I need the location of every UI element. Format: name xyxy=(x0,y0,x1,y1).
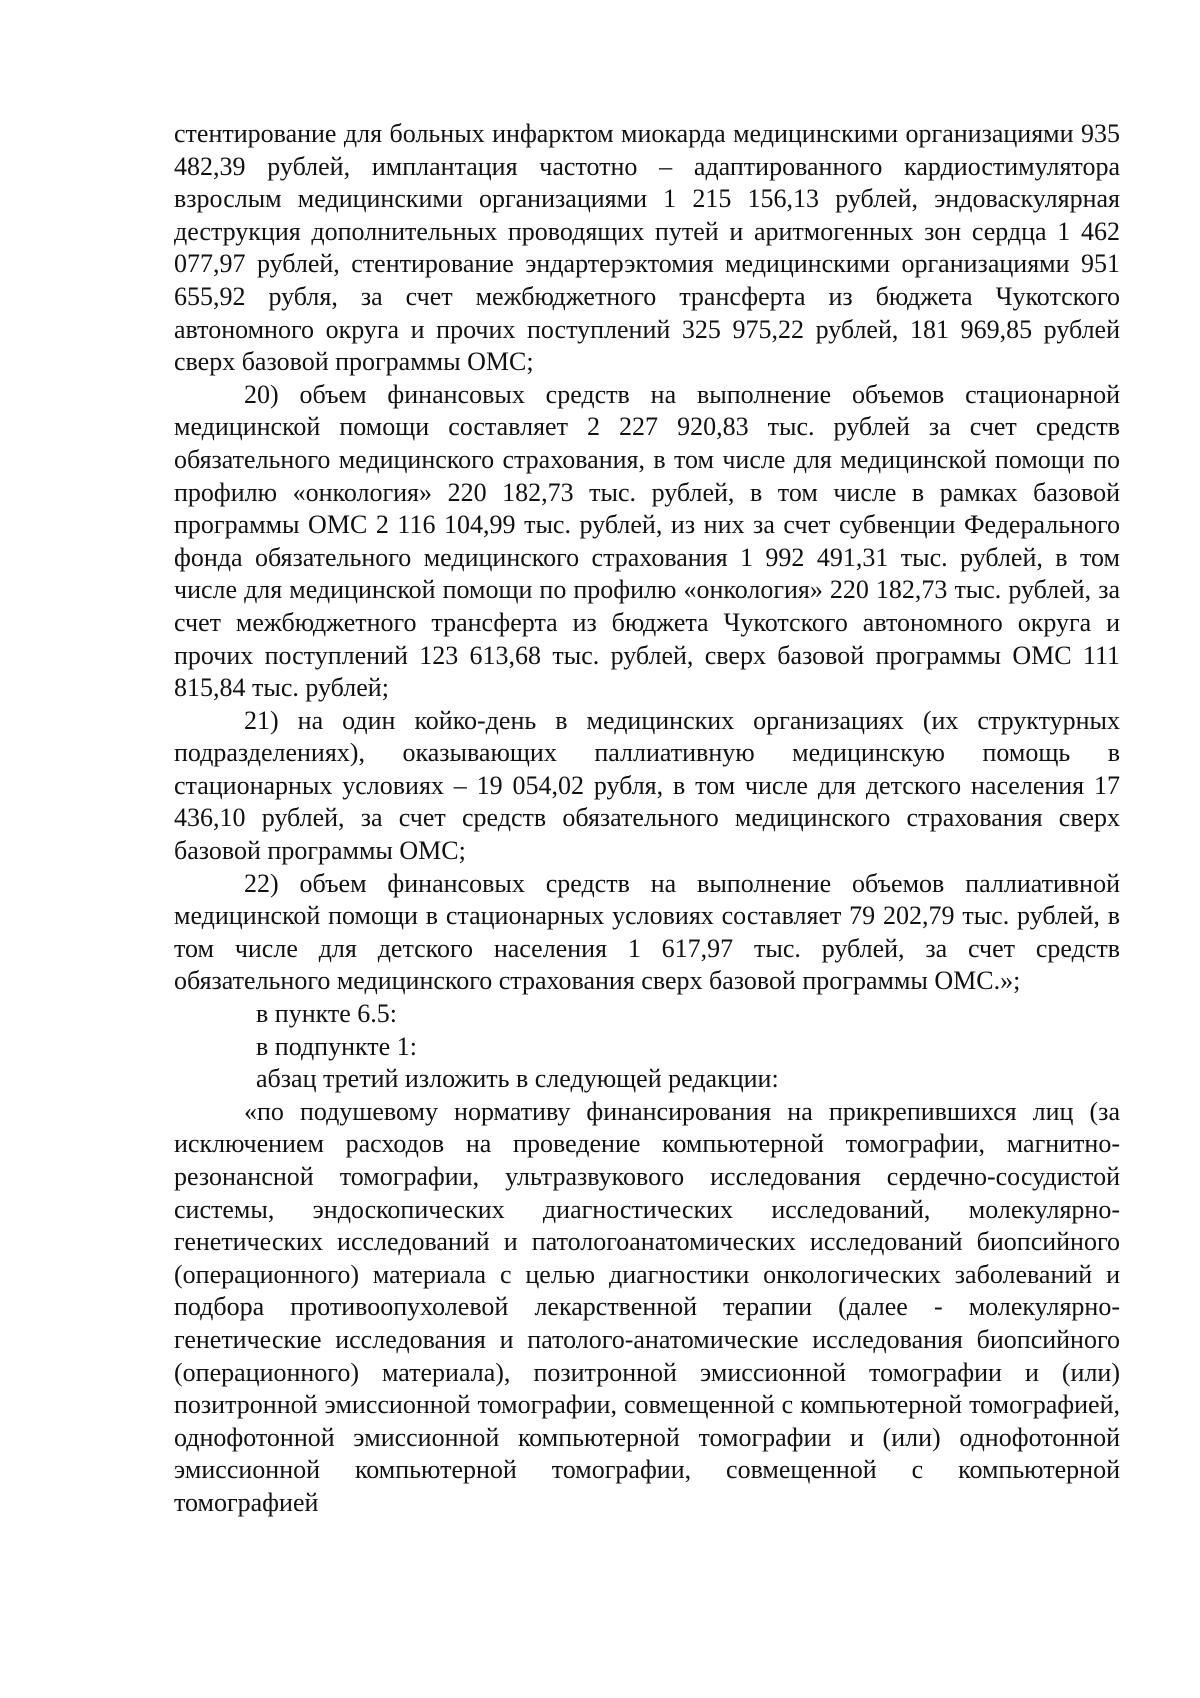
paragraph-quoted-text: «по подушевому нормативу финансирования на прикрепившихся лиц (за исключением расходов на проведение компьютерной томографии, магнитно-резонансной томографии, ультразвукового исследования сердечно-сосудистой системы, эндоскопических диагностических исследований, молекулярно-генетических исследований и патологоанатомических исследований биопсийного (операционного) материала с целью диагностики онкологических заболеваний и подбора противоопухолевой лекарственной терапии (далее - молекулярно-генетические исследования и патолого-анатомические исследования биопсийного (операционного) материала), позитронной эмиссионной томографии и (или) позитронной эмиссионной томографии, совмещенной с компьютерной томографией, однофотонной эмиссионной компьютерной томографии и (или) однофотонной эмиссионной компьютерной томографии, совмещенной с компьютерной томографией xyxy=(174,1096,1120,1517)
paragraph-item-21: 21) на один койко-день в медицинских организациях (их структурных подразделениях), оказывающих паллиативную медицинскую помощь в стационарных условиях – 19 054,02 рубля, в том числе для детского населения 17 436,10 рублей, за счет средств обязательного медицинского страхования сверх базовой программы ОМС; xyxy=(174,705,1120,866)
paragraph-clause-6-5: в пункте 6.5: xyxy=(256,999,398,1029)
paragraph-instruction: абзац третий изложить в следующей редакции: xyxy=(256,1064,779,1094)
paragraph-item-20: 20) объем финансовых средств на выполнение объемов стационарной медицинской помощи составляет 2 227 920,83 тыс. рублей за счет средств обязательного медицинского страхования, в том числе для медицинской помощи по профилю «онкология» 220 182,73 тыс. рублей, в том числе в рамках базовой программы ОМС 2 116 104,99 тыс. рублей, из них за счет субвенции Федерального фонда обязательного медицинского страхования 1 992 491,31 тыс. рублей, в том числе для медицинской помощи по профилю «онкология» 220 182,73 тыс. рублей, за счет межбюджетного трансферта из бюджета Чукотского автономного округа и прочих поступлений 123 613,68 тыс. рублей, сверх базовой программы ОМС 111 815,84 тыс. рублей; xyxy=(174,379,1120,703)
document-body xyxy=(174,118,1120,1520)
paragraph-item-22: 22) объем финансовых средств на выполнение объемов паллиативной медицинской помощи в стационарных условиях составляет 79 202,79 тыс. рублей, в том числе для детского населения 1 617,97 тыс. рублей, за счет средств обязательного медицинского страхования сверх базовой программы ОМС.»; xyxy=(174,868,1120,996)
paragraph-subclause-1: в подпункте 1: xyxy=(256,1031,417,1061)
paragraph-continuation: стентирование для больных инфарктом миокарда медицинскими организациями 935 482,39 рублей, имплантация частотно – адаптированного кардиостимулятора взрослым медицинскими организациями 1 215 156,13 рублей, эндоваскулярная деструкция дополнительных проводящих путей и аритмогенных зон сердца 1 462 077,97 рублей, стентирование эндартерэктомия медицинскими организациями 951 655,92 рубля, за счет межбюджетного трансферта из бюджета Чукотского автономного округа и прочих поступлений 325 975,22 рублей, 181 969,85 рублей сверх базовой программы ОМС; xyxy=(174,119,1120,377)
